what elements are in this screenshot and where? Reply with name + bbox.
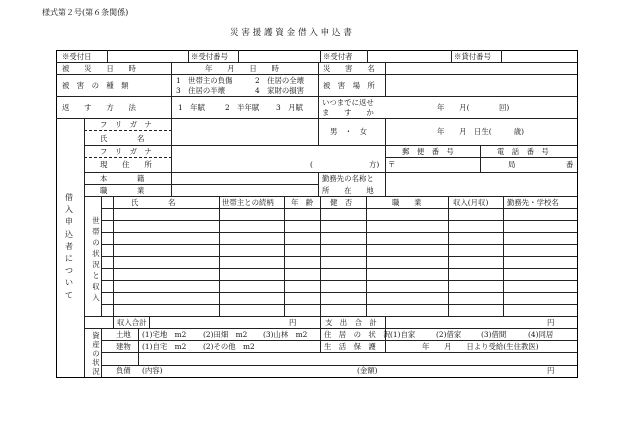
damage-type-label: 被 害 の 種 類: [62, 81, 129, 90]
household-header-name: 氏 名: [131, 198, 176, 207]
household-header-health: 健 否: [330, 198, 353, 207]
land-item-3[interactable]: (3)山林 m2: [263, 330, 308, 339]
occupation-field[interactable]: [172, 185, 317, 195]
debt-amount[interactable]: (金額): [357, 366, 378, 375]
damage-place-label: 被 害 場 所: [323, 81, 375, 90]
employer-field[interactable]: [386, 173, 576, 195]
debt-label: 負債: [116, 366, 131, 375]
receipt-number-label: ※受付番号: [191, 52, 228, 61]
repayment-method-3[interactable]: 3 月賦: [276, 103, 303, 112]
name-field[interactable]: [172, 119, 317, 144]
damage-place-field[interactable]: [386, 75, 576, 95]
loan-number-field[interactable]: [502, 51, 576, 62]
address-field[interactable]: [172, 146, 384, 171]
receipt-number-field[interactable]: [239, 51, 319, 62]
postal-mark: 〒: [388, 160, 396, 169]
postal-code-label: 郵 便 番 号: [402, 147, 454, 156]
repayment-until-value[interactable]: 年 月( 回): [437, 103, 510, 112]
form-title: 災 害 援 護 資 金 借 入 申 込 書: [230, 28, 352, 38]
expense-total-unit: 円: [547, 318, 555, 327]
housing-label: 住 居 の 状 況: [324, 330, 391, 339]
repayment-until-label-2: ま す か: [322, 108, 374, 117]
housing-option-3[interactable]: (3)借間: [481, 330, 507, 339]
honseki-label: 本 籍: [100, 174, 145, 183]
building-item-2[interactable]: (2)その他 m2: [203, 342, 255, 351]
debt-unit: 円: [547, 366, 555, 375]
land-label: 土地: [116, 330, 131, 339]
building-label: 建物: [116, 342, 131, 351]
phone-ban: 番: [566, 160, 574, 169]
furigana-label: フ リ ガ ナ: [100, 120, 152, 129]
sex-label[interactable]: 男 ・ 女: [330, 127, 367, 136]
debt-content[interactable]: (内容): [142, 366, 163, 375]
land-item-1[interactable]: (1)宅地 m2: [142, 330, 187, 339]
housing-option-1[interactable]: (1)自家: [390, 330, 416, 339]
damage-option-4[interactable]: 4 家財の損害: [255, 86, 305, 95]
household-header-occupation: 職 業: [392, 198, 422, 207]
damage-option-1[interactable]: 1 世帯主の負傷: [176, 76, 233, 85]
receiver-field[interactable]: [368, 51, 450, 62]
repayment-method-2[interactable]: 2 半年賦: [225, 103, 260, 112]
building-item-1[interactable]: (1)自宅 m2: [142, 342, 187, 351]
address-paren-close: 方): [369, 160, 380, 169]
disaster-name-label: 災 害 名: [323, 64, 375, 73]
repayment-until-label-1: いつまでに返せ: [322, 98, 374, 107]
housing-option-4[interactable]: (4)同居: [528, 330, 554, 339]
land-item-2[interactable]: (2)田畑 m2: [203, 330, 248, 339]
occupation-label: 職 業: [100, 186, 145, 195]
honseki-field[interactable]: [172, 173, 317, 183]
birth-date-value[interactable]: 年 月 日生( 歳): [437, 127, 525, 136]
damage-option-3[interactable]: 3 住居の半壊: [176, 86, 226, 95]
income-total-field[interactable]: [150, 317, 285, 327]
expense-total-label: 支 出 合 計: [325, 318, 377, 327]
household-side-label: 世帯の状況と収入: [92, 216, 100, 302]
income-total-label: 収入合計: [117, 318, 147, 327]
damage-option-2[interactable]: 2 住居の全壊: [255, 76, 305, 85]
employer-label-2: 所 在 地: [322, 186, 374, 195]
phone-kyoku: 局: [508, 160, 516, 169]
housing-option-2[interactable]: (2)借家: [436, 330, 462, 339]
form-id: 様式第２号(第６条関係): [42, 8, 129, 17]
address-paren-open: (: [310, 160, 313, 169]
receipt-date-field[interactable]: [108, 51, 187, 62]
loan-number-label: ※貸付番号: [454, 52, 491, 61]
household-header-income: 収入(月収): [453, 198, 489, 207]
phone-label: 電 話 番 号: [497, 147, 549, 156]
address-label: 現 住 所: [100, 160, 152, 169]
applicant-side-label: 借入申込者について: [65, 193, 73, 300]
address-furigana-label: フ リ ガ ナ: [100, 147, 152, 156]
employer-label-1: 勤務先の名称と: [322, 174, 374, 183]
repayment-method-label: 返 す 方 法: [62, 103, 136, 112]
household-header-relation: 世帯主との続柄: [222, 198, 274, 207]
expense-total-field[interactable]: [386, 317, 544, 327]
welfare-label: 生 活 保 護: [324, 342, 376, 351]
receipt-date-label: ※受付日: [62, 52, 92, 61]
name-label: 氏 名: [100, 134, 145, 143]
receiver-label: ※受付者: [323, 52, 353, 61]
disaster-datetime-label: 被 災 日 時: [62, 64, 136, 73]
repayment-method-1[interactable]: 1 年賦: [178, 103, 205, 112]
assets-side-label: 資産の状況: [92, 331, 100, 376]
household-header-age: 年 齢: [291, 198, 314, 207]
income-total-unit: 円: [289, 318, 297, 327]
welfare-value[interactable]: 年 月 日より受給(生住教医): [422, 342, 539, 351]
disaster-name-field[interactable]: [386, 63, 576, 74]
household-header-workplace: 勤務先・学校名: [507, 198, 559, 207]
disaster-datetime-value[interactable]: 年 月 日 時: [205, 64, 279, 73]
household-rows[interactable]: [114, 209, 576, 315]
